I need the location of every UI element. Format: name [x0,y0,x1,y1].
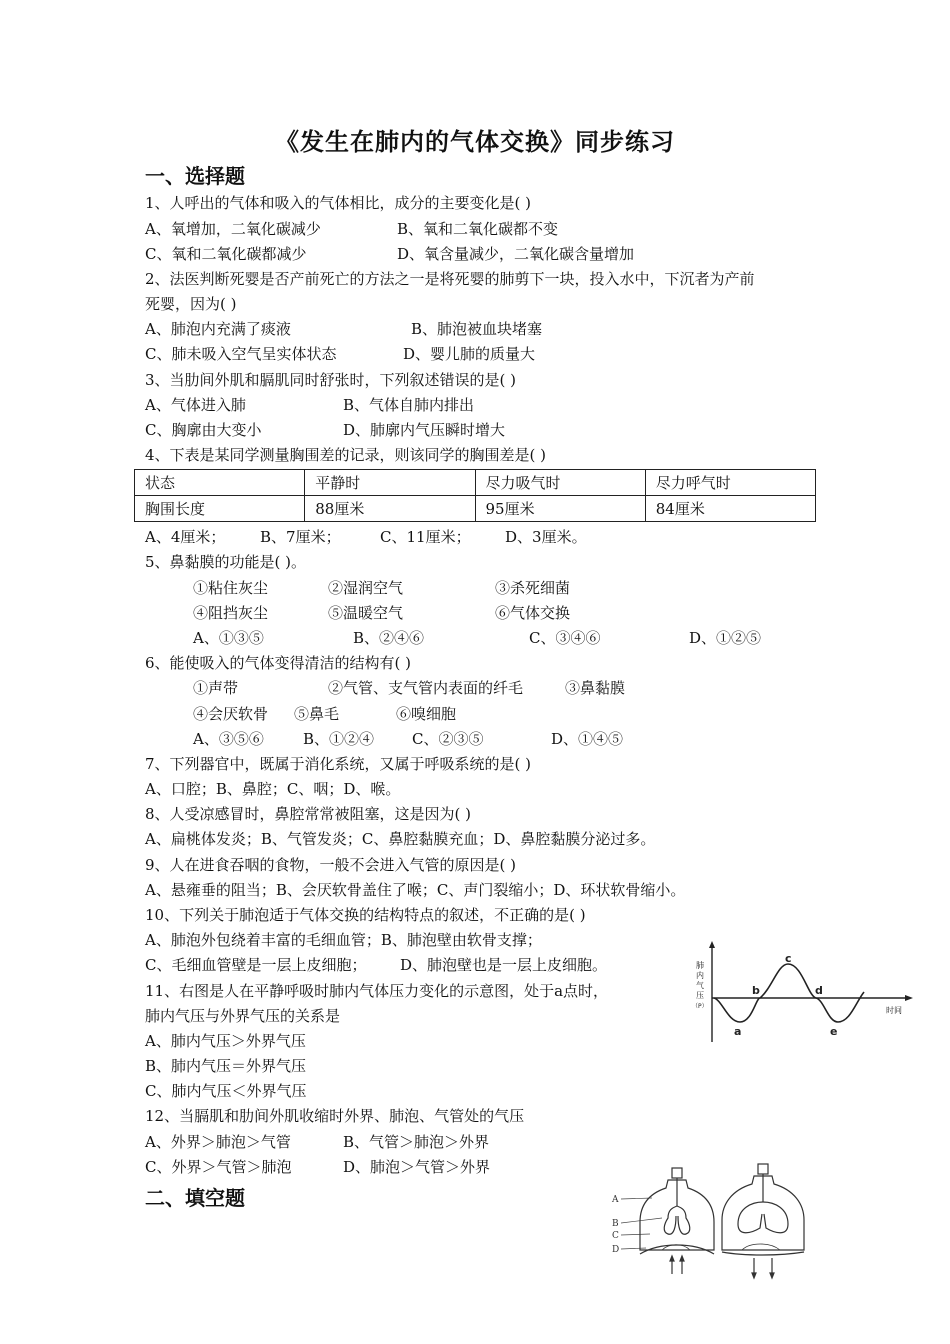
q5-option-b: B、②④⑥ [353,629,425,647]
table-cell: 84厘米 [645,496,815,522]
q3-option-a: A、气体进入肺 [145,396,246,414]
y-label-char: 压 [696,991,704,1000]
table-cell: 尽力呼气时 [645,470,815,496]
y-label-unit: （P） [692,1003,708,1010]
q6-item-3: ③鼻黏膜 [565,679,626,697]
q12-option-b: B、气管＞肺泡＞外界 [343,1133,490,1151]
q4-stem: 4、下表是某同学测量胸围差的记录，则该同学的胸围差是( ) [145,446,547,464]
q2-options-row1 [145,319,845,339]
q12-options-row2 [145,1157,645,1177]
q12-option-a: A、外界＞肺泡＞气管 [145,1133,291,1151]
q8-stem: 8、人受凉感冒时，鼻腔常常被阻塞，这是因为( ) [145,805,472,823]
q2-stem-line1: 2、法医判断死婴是否产前死亡的方法之一是将死婴的肺剪下一块，投入水中，下沉者为产前 [145,270,755,288]
label-d: D [612,1245,620,1255]
q3-option-d: D、肺廓内气压瞬时增大 [343,421,506,439]
q5-items-row1 [193,578,793,598]
q5-stem: 5、鼻黏膜的功能是( )。 [145,553,307,571]
point-label-e: e [830,1025,838,1038]
q1-option-c: C、氧和二氧化碳都减少 [145,245,307,263]
bell-jar-left [640,1168,714,1274]
q5-option-a: A、①③⑤ [193,629,264,647]
q6-stem: 6、能使吸入的气体变得清洁的结构有( ) [145,654,412,672]
q4-option-a: A、4厘米； [145,528,226,546]
q5-item-2: ②湿润空气 [328,579,404,597]
table-cell: 88厘米 [305,496,475,522]
q5-option-d: D、①②⑤ [689,629,762,647]
q6-items-row1 [193,678,793,698]
section-fill-heading: 二、填空题 [145,1186,245,1210]
q1-option-b: B、氧和二氧化碳都不变 [397,220,559,238]
worksheet-title: 《发生在肺内的气体交换》同步练习 [275,128,675,156]
q6-item-5: ⑤鼻毛 [294,705,340,723]
q6-items-row2 [193,704,793,724]
q6-item-4: ④会厌软骨 [193,705,269,723]
q2-option-a: A、肺泡内充满了痰液 [145,320,291,338]
q5-item-1: ①粘住灰尘 [193,579,269,597]
q3-options-row1 [145,395,845,415]
q11-option-a: A、肺内气压＞外界气压 [145,1032,306,1050]
x-axis-label: 时间 [886,1006,902,1015]
q10-option-d: D、肺泡壁也是一层上皮细胞。 [400,956,608,974]
q3-option-c: C、胸廓由大变小 [145,421,262,439]
point-label-d: d [815,984,823,997]
table-cell: 状态 [135,470,305,496]
table-cell: 尽力吸气时 [475,470,645,496]
q5-item-3: ③杀死细菌 [495,579,571,597]
q10-option-c: C、毛细血管壁是一层上皮细胞； [145,956,367,974]
chest-measurement-table [134,469,816,522]
y-label-char: 气 [696,981,704,990]
q1-stem: 1、人呼出的气体和吸入的气体相比，成分的主要变化是( ) [145,194,532,212]
q2-option-b: B、肺泡被血块堵塞 [411,320,543,338]
q9-stem: 9、人在进食吞咽的食物，一般不会进入气管的原因是( ) [145,856,517,874]
q5-option-c: C、③④⑥ [529,629,601,647]
q4-options [145,527,845,547]
y-label-char: 内 [696,971,704,980]
q12-stem: 12、当膈肌和肋间外肌收缩时外界、肺泡、气管处的气压 [145,1107,525,1125]
q3-options-row2 [145,420,845,440]
q3-option-b: B、气体自肺内排出 [343,396,475,414]
x-axis-arrow [905,995,913,1001]
q7-stem: 7、下列器官中，既属于消化系统，又属于呼吸系统的是( ) [145,755,532,773]
q1-options-row1 [145,219,845,239]
label-a: A [612,1195,619,1205]
q5-items-row2 [193,603,793,623]
label-c: C [612,1231,619,1241]
q11-stem-line1: 11、右图是人在平静呼吸时肺内气体压力变化的示意图，处于a点时， [145,982,609,1000]
q1-options-row2 [145,244,845,264]
pressure-curve [714,964,864,1022]
q5-options [193,628,793,648]
q2-option-d: D、婴儿肺的质量大 [403,345,536,363]
q6-option-d: D、①④⑤ [551,730,624,748]
q11-stem-line2: 肺内气压与外界气压的关系是 [145,1007,341,1025]
q6-item-6: ⑥嗅细胞 [396,705,457,723]
q11-option-b: B、肺内气压＝外界气压 [145,1057,307,1075]
q1-option-a: A、氧增加，二氧化碳减少 [145,220,321,238]
label-leader-lines [621,1198,662,1249]
q8-options: A、扁桃体发炎；B、气管发炎；C、鼻腔黏膜充血；D、鼻腔黏膜分泌过多。 [145,830,656,848]
q11-option-c: C、肺内气压＜外界气压 [145,1082,307,1100]
q6-item-1: ①声带 [193,679,239,697]
q4-option-d: D、3厘米。 [505,528,587,546]
q6-item-2: ②气管、支气管内表面的纤毛 [328,679,524,697]
lung-pressure-figure [690,938,920,1048]
point-label-a: a [734,1025,742,1038]
q9-options: A、悬雍垂的阻当；B、会厌软骨盖住了喉；C、声门裂缩小；D、环状软骨缩小。 [145,881,686,899]
section-choice-heading: 一、选择题 [145,164,245,188]
table-cell: 95厘米 [475,496,645,522]
q10-options-row1: A、肺泡外包绕着丰富的毛细血管；B、肺泡壁由软骨支撑； [145,931,542,949]
bell-jar-right [722,1164,804,1278]
q3-stem: 3、当肋间外肌和膈肌同时舒张时，下列叙述错误的是( ) [145,371,517,389]
q5-item-6: ⑥气体交换 [495,604,571,622]
point-label-b: b [752,984,760,997]
q2-stem-line2: 死婴，因为( ) [145,295,237,313]
y-axis-label [692,960,708,1010]
y-axis-arrow [709,941,715,948]
q1-option-d: D、氧含量减少，二氧化碳含量增加 [397,245,635,263]
q12-options-row1 [145,1132,645,1152]
q5-item-5: ⑤温暖空气 [328,604,404,622]
q2-option-c: C、肺未吸入空气呈实体状态 [145,345,337,363]
point-label-c: c [785,952,792,965]
q6-option-b: B、①②④ [303,730,375,748]
label-b: B [612,1219,619,1229]
q2-options-row2 [145,344,845,364]
q6-option-a: A、③⑤⑥ [193,730,264,748]
q10-options-row2 [145,955,665,975]
bell-jar-model-figure [610,1162,825,1282]
table-cell: 平静时 [305,470,475,496]
q6-option-c: C、②③⑤ [412,730,484,748]
q12-option-c: C、外界＞气管＞肺泡 [145,1158,292,1176]
q4-option-c: C、11厘米； [380,528,471,546]
q4-option-b: B、7厘米； [260,528,341,546]
q12-option-d: D、肺泡＞气管＞外界 [343,1158,491,1176]
q7-options: A、口腔；B、鼻腔；C、咽；D、喉。 [145,780,401,798]
q10-stem: 10、下列关于肺泡适于气体交换的结构特点的叙述，不正确的是( ) [145,906,586,924]
y-label-char: 肺 [696,961,704,970]
q5-item-4: ④阻挡灰尘 [193,604,269,622]
table-header-row [135,470,816,496]
table-cell: 胸围长度 [135,496,305,522]
table-row [135,496,816,522]
q6-options [193,729,793,749]
